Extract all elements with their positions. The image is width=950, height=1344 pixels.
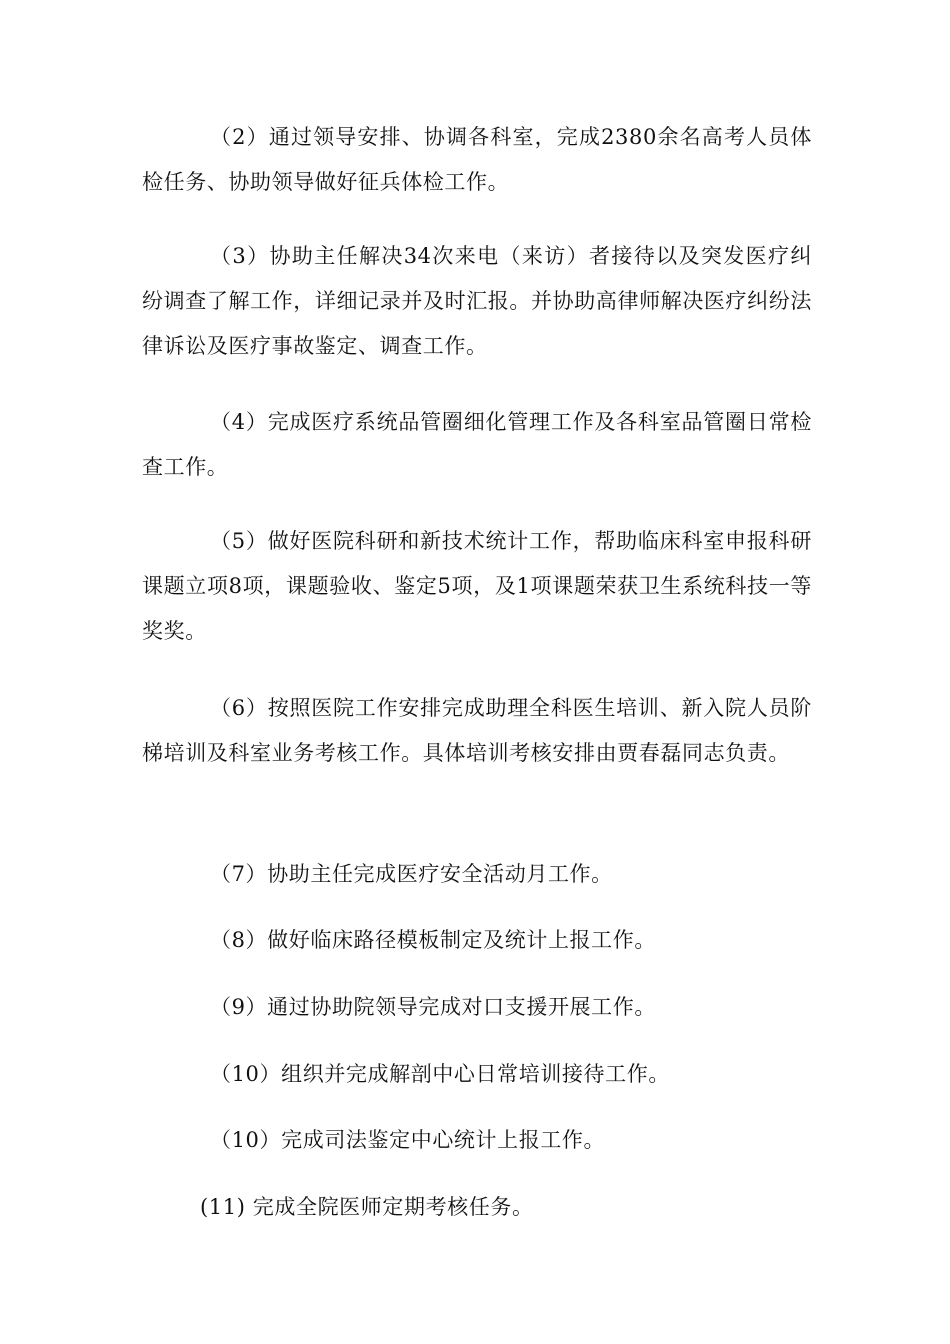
paragraph-2: （2）通过领导安排、协调各科室，完成2380余名高考人员体检任务、协助领导做好征兵体检工作。 [142,125,812,194]
paragraph-6: （6）按照医院工作安排完成助理全科医生培训、新入院人员阶梯培训及科室业务考核工作。具体培训考核安排由贾春磊同志负责。 [142,696,812,765]
paragraph-10b: （10）完成司法鉴定中心统计上报工作。 [210,1128,606,1152]
paragraph-8: （8）做好临床路径模板制定及统计上报工作。 [210,928,656,952]
paragraph-4: （4）完成医疗系统品管圈细化管理工作及各科室品管圈日常检查工作。 [142,410,812,479]
paragraph-3: （3）协助主任解决34次来电（来访）者接待以及突发医疗纠纷调查了解工作，详细记录并及时汇报。并协助高律师解决医疗纠纷法律诉讼及医疗事故鉴定、调查工作。 [142,244,812,358]
paragraph-10a: （10）组织并完成解剖中心日常培训接待工作。 [210,1062,670,1086]
paragraph-7: （7）协助主任完成医疗安全活动月工作。 [210,862,613,886]
paragraph-5: （5）做好医院科研和新技术统计工作，帮助临床科室申报科研课题立项8项，课题验收、鉴定5项，及1项课题荣获卫生系统科技一等奖奖。 [142,529,812,643]
paragraph-9: （9）通过协助院领导完成对口支援开展工作。 [210,995,656,1019]
paragraph-11: (11) 完成全院医师定期考核任务。 [200,1195,534,1219]
